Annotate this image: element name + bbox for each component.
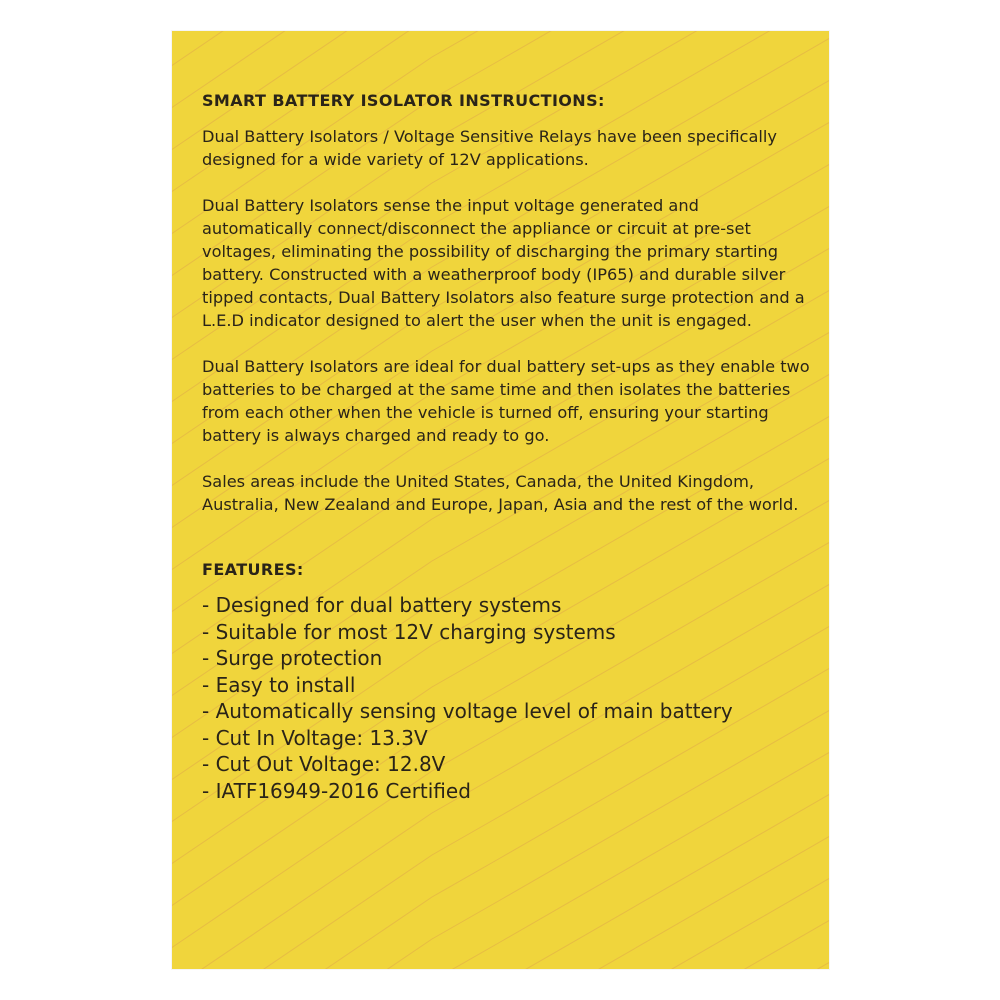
pattern-line (172, 783, 829, 969)
pattern-line (172, 825, 829, 969)
feature-item: - Surge protection (202, 646, 383, 670)
feature-item: - Suitable for most 12V charging systems (202, 619, 616, 644)
pattern-line (172, 909, 829, 969)
card-content (202, 91, 812, 804)
paragraph-operation: Dual Battery Isolators sense the input voltage generated and automatically connect/disconnect the appliance or circuit at pre-set voltages, eliminating the possibility of discharging the primary starting battery. Constructed with a weatherproof body (IP65) and durable silver tipped contacts, Dual Battery Isolators also feature surge protection and a L.E.D indicator designed to alert the user when the unit is engaged. (202, 196, 805, 330)
instruction-card (172, 31, 829, 969)
feature-item: - Designed for dual battery systems (202, 593, 562, 617)
feature-item: - Easy to install (202, 672, 356, 697)
feature-item: - Cut In Voltage: 13.3V (202, 725, 428, 750)
features-list (202, 592, 812, 804)
paragraph-sales-areas: Sales areas include the United States, Canada, the United Kingdom, Australia, New Zealand and Europe, Japan, Asia and the rest of the world. (202, 472, 799, 514)
paragraph-dual-setup: Dual Battery Isolators are ideal for dual battery set-ups as they enable two batteries to be charged at the same time and then isolates the batteries from each other when the vehicle is turned off, ensuring your starting battery is always charged and ready to go. (202, 357, 810, 445)
pattern-line (172, 31, 829, 79)
feature-item: - Cut Out Voltage: 12.8V (202, 752, 446, 776)
features-heading: FEATURES: (202, 560, 304, 579)
pattern-line (172, 31, 829, 37)
instructions-heading: SMART BATTERY ISOLATOR INSTRUCTIONS: (202, 91, 605, 110)
feature-item: - IATF16949-2016 Certified (202, 778, 471, 803)
pattern-line (172, 951, 829, 969)
feature-item: - Automatically sensing voltage level of main battery (202, 699, 733, 723)
paragraph-intro: Dual Battery Isolators / Voltage Sensitive Relays have been specifically designed for a wide variety of 12V applications. (202, 127, 777, 169)
pattern-line (172, 867, 829, 969)
